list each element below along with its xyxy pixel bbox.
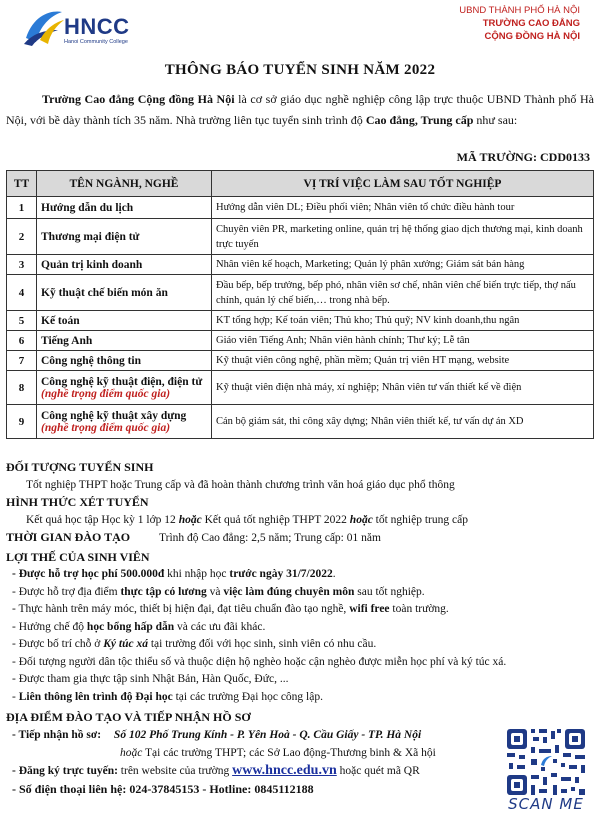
- table-row: [7, 255, 594, 275]
- row-major: Kỹ thuật chế biến món ăn: [37, 275, 212, 311]
- hncc-logo: [22, 8, 142, 52]
- intro-text-1: là cơ sở giáo dục nghề nghiệp công lập trực thuộc UBND Thành phố Hà Nội, với bề dày thành tích 35 năm. Nhà trường liên tục tuyển sinh trình độ: [6, 92, 595, 127]
- page-title: THÔNG BÁO TUYỂN SINH NĂM 2022: [164, 62, 436, 78]
- list-item: [6, 601, 596, 619]
- benefit-1b: khi nhập học: [164, 568, 230, 580]
- location-section: [6, 708, 506, 798]
- table-row: [7, 405, 594, 439]
- submission-address: Số 102 Phố Trung Kính - P. Yên Hoà - Q. Cầu Giấy - TP. Hà Nội: [113, 729, 422, 741]
- benefit-2d: việc làm đúng chuyên môn: [223, 585, 355, 598]
- row-position: Giáo viên Tiếng Anh; Nhân viên hành chính; Thư ký; Lễ tân: [212, 331, 594, 351]
- table-row: [7, 275, 594, 311]
- row-number: 4: [7, 275, 37, 311]
- row-position: Kỹ thuật viên công nghệ, phần mềm; Quản trị viên HT mạng, website: [212, 351, 594, 371]
- row-major-cell: [37, 371, 212, 405]
- admission-text-2: Kết quả tốt nghiệp THPT 2022: [201, 514, 350, 526]
- logo-subtitle: Hanoi Community College: [64, 39, 128, 45]
- duration-heading: THỜI GIAN ĐÀO TẠO: [6, 530, 131, 544]
- row-major-cell: [37, 405, 212, 439]
- benefit-1d: .: [332, 568, 336, 580]
- list-item: [6, 689, 596, 707]
- admission-or-1: hoặc: [178, 514, 202, 526]
- intro-levels: Cao đẳng, Trung cấp: [365, 113, 474, 127]
- issuer-school-l1: TRƯỜNG CAO ĐẲNG: [482, 18, 580, 29]
- header-major: TÊN NGÀNH, NGHỀ: [37, 171, 212, 197]
- benefit-8b: Liên thông lên trình độ Đại học: [18, 690, 173, 703]
- row-major: Công nghệ thông tin: [37, 351, 212, 371]
- benefit-3b: wifi free: [349, 603, 390, 615]
- row-number: 6: [7, 331, 37, 351]
- row-position: Nhân viên kế hoạch, Marketing; Quản lý phân xưởng; Giám sát bán hàng: [212, 255, 594, 275]
- header-position: VỊ TRÍ VIỆC LÀM SAU TỐT NGHIỆP: [212, 171, 594, 197]
- duration-text: Trình độ Cao đẳng: 2,5 năm; Trung cấp: 01 năm: [159, 532, 381, 544]
- row-position: KT tổng hợp; Kế toán viên; Thủ kho; Thủ quỹ; NV kinh doanh,thu ngân: [212, 311, 594, 331]
- issuer-block: [459, 4, 580, 43]
- page-header: [0, 0, 600, 58]
- online-qr-text: hoặc quét mã QR: [336, 765, 420, 777]
- list-item: [6, 566, 596, 584]
- benefit-2a: - Được hỗ trợ địa điểm: [12, 585, 121, 598]
- row-major-note: (nghề trọng điểm quốc gia): [41, 387, 171, 400]
- info-sections: [6, 459, 596, 706]
- list-item: [6, 619, 596, 637]
- row-number: 1: [7, 197, 37, 219]
- location-heading: ĐỊA ĐIỂM ĐÀO TẠO VÀ TIẾP NHẬN HỒ SƠ: [6, 710, 251, 724]
- table-header-row: [7, 171, 594, 197]
- online-text: trên website của trường: [117, 765, 233, 777]
- header-tt: TT: [7, 171, 37, 197]
- targets-heading: ĐỐI TƯỢNG TUYỂN SINH: [6, 460, 154, 474]
- benefit-3c: toàn trường.: [389, 603, 449, 615]
- benefit-4c: và các ưu đãi khác.: [174, 620, 266, 633]
- list-item: - Đối tượng người dân tộc thiểu số và thuộc diện hộ nghèo hoặc cận nghèo được miễn học phí và ký túc xá.: [12, 655, 507, 668]
- intro-text-2: như sau:: [473, 113, 518, 127]
- qr-caption: SCAN ME: [508, 795, 584, 813]
- benefit-1a: - Được hỗ trợ học phí 500.000đ: [12, 568, 165, 580]
- list-item: [6, 584, 596, 602]
- table-row: [7, 219, 594, 255]
- benefit-5a: - Được bố trí chỗ ở: [12, 638, 104, 650]
- table-row: [7, 197, 594, 219]
- row-major: Hướng dẫn du lịch: [37, 197, 212, 219]
- benefit-5b: Ký túc xá: [103, 638, 148, 650]
- benefit-5c: tại trường đối với học sinh, sinh viên có nhu cầu.: [147, 638, 377, 650]
- targets-text: Tốt nghiệp THPT hoặc Trung cấp và đã hoàn thành chương trình văn hoá giáo dục phổ thông: [26, 479, 455, 491]
- list-item: - Được tham gia thực tập sinh Nhật Bản, Hàn Quốc, Đức, ...: [12, 673, 289, 685]
- admission-text: [6, 511, 596, 529]
- benefits-list: [6, 566, 596, 706]
- table-row: [7, 371, 594, 405]
- row-major: Quản trị kinh doanh: [37, 255, 212, 275]
- row-major: Công nghệ kỹ thuật xây dựng: [41, 409, 187, 422]
- qr-code-icon[interactable]: [503, 725, 589, 799]
- row-major: Kế toán: [37, 311, 212, 331]
- row-major: Tiếng Anh: [37, 331, 212, 351]
- alt-or: hoặc: [120, 747, 143, 759]
- table-row: [7, 331, 594, 351]
- row-number: 5: [7, 311, 37, 331]
- submission-row: [6, 726, 506, 744]
- benefits-heading: LỢI THẾ CỦA SINH VIÊN: [6, 550, 150, 564]
- benefit-8c: tại các trường Đại học công lập.: [172, 690, 323, 703]
- table-row: [7, 311, 594, 331]
- school-code: MÃ TRƯỜNG: CDD0133: [456, 150, 590, 164]
- table-row: [7, 351, 594, 371]
- row-position: Kỹ thuật viên điện nhà máy, xí nghiệp; Nhân viên tư vấn thiết kế về điện: [212, 371, 594, 405]
- online-label: - Đăng ký trực tuyến:: [12, 765, 118, 777]
- row-major: Thương mại điện tử: [37, 219, 212, 255]
- admission-or-2: hoặc: [349, 514, 373, 526]
- swoosh-icon: [22, 8, 66, 48]
- row-number: 3: [7, 255, 37, 275]
- row-number: 7: [7, 351, 37, 371]
- logo-wordmark: HNCC: [64, 14, 130, 39]
- benefit-8a: -: [12, 690, 19, 703]
- row-position: Đầu bếp, bếp trưởng, bếp phó, nhân viên sơ chế, nhân viên chế biến trực tiếp, thợ nấu chính, quản lý chế biến,… trong nhà bếp.: [212, 275, 594, 311]
- phone-row: - Số điện thoại liên hệ: 024-37845153 - Hotline: 0845112188: [12, 782, 314, 796]
- list-item: [6, 636, 596, 654]
- website-link[interactable]: www.hncc.edu.vn: [232, 763, 337, 778]
- issuer-school-l2: CỘNG ĐỒNG HÀ NỘI: [484, 31, 580, 42]
- benefit-1c: trước ngày 31/7/2022: [229, 568, 333, 580]
- admission-text-3: tốt nghiệp trung cấp: [372, 514, 468, 526]
- alt-text: Tại các trường THPT; các Sở Lao động-Thương binh & Xã hội: [142, 747, 436, 759]
- admission-text-1: Kết quả học tập Học kỳ 1 lớp 12: [26, 514, 179, 526]
- row-number: 9: [7, 405, 37, 439]
- row-major-note: (nghề trọng điểm quốc gia): [41, 421, 171, 434]
- benefit-4a: - Hưởng chế độ: [12, 620, 87, 633]
- intro-school-name: Trường Cao đẳng Cộng đồng Hà Nội: [42, 92, 235, 106]
- benefit-2c: và: [206, 585, 224, 598]
- row-major: Công nghệ kỹ thuật điện, điện tử: [41, 375, 203, 388]
- benefit-3a: - Thực hành trên máy móc, thiết bị hiện đại, đạt tiêu chuẩn đào tạo nghề,: [12, 603, 350, 615]
- benefit-2b: thực tập có lương: [120, 585, 207, 598]
- submission-label: - Tiếp nhận hồ sơ:: [12, 729, 102, 741]
- majors-table: [6, 170, 594, 439]
- benefit-2e: sau tốt nghiệp.: [354, 585, 425, 598]
- online-row: [6, 762, 506, 780]
- row-number: 8: [7, 371, 37, 405]
- issuer-authority: UBND THÀNH PHỐ HÀ NỘI: [459, 5, 580, 16]
- row-number: 2: [7, 219, 37, 255]
- alt-submission-row: [6, 744, 506, 762]
- row-position: Hướng dẫn viên DL; Điều phối viên; Nhân viên tổ chức điều hành tour: [212, 197, 594, 219]
- row-position: Chuyên viên PR, marketing online, quản trị hệ thống giao dịch thương mại, kinh doanh trực tuyến: [212, 219, 594, 255]
- benefit-4b: học bổng hấp dẫn: [86, 620, 175, 633]
- duration-row: [6, 529, 596, 547]
- intro-paragraph: [6, 89, 594, 131]
- admission-heading: HÌNH THỨC XÉT TUYỂN: [6, 495, 149, 509]
- row-position: Cán bộ giám sát, thi công xây dựng; Nhân viên thiết kế, tư vấn dự án XD: [212, 405, 594, 439]
